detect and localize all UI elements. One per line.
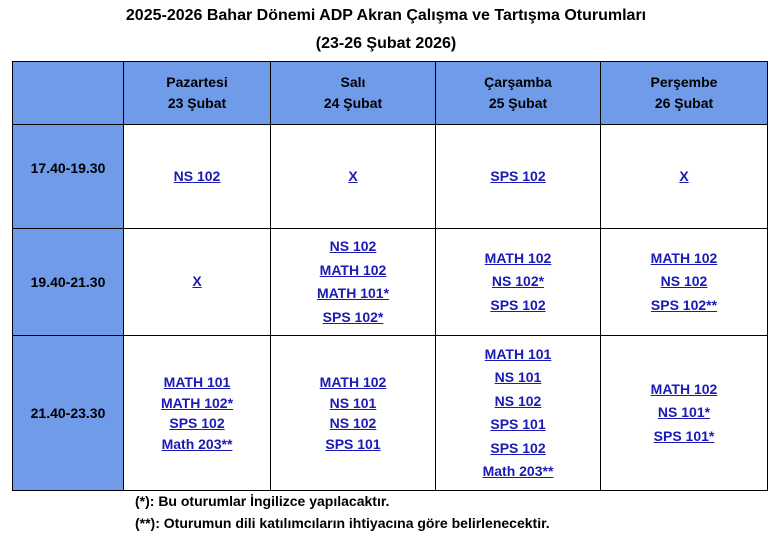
page-title: 2025-2026 Bahar Dönemi ADP Akran Çalışma ve Tartışma Oturumları	[125, 7, 647, 24]
header-day-monday	[124, 62, 271, 125]
timeslot-label	[13, 229, 124, 336]
session-cell	[601, 229, 768, 336]
course-link[interactable]: SPS 102	[169, 415, 225, 431]
course-link[interactable]: NS 101	[329, 394, 377, 411]
timeslot-text: 19.40-21.30	[30, 274, 106, 290]
course-link[interactable]: SPS 102*	[322, 308, 384, 325]
course-link[interactable]: SPS 101	[325, 435, 381, 452]
session-cell	[124, 125, 271, 229]
page-subtitle-dates: (23-26 Şubat 2026)	[315, 35, 457, 52]
day-name: Çarşamba	[484, 74, 552, 90]
day-name: Salı	[340, 74, 366, 90]
course-link[interactable]: NS 102	[329, 238, 377, 254]
course-link[interactable]: NS 102*	[491, 273, 545, 290]
course-link[interactable]: Math 203**	[161, 435, 233, 452]
timeslot-row	[13, 336, 768, 491]
footnote-language: (**): Oturumun dili katılımcıların ihtiyacına göre belirlenecektir.	[135, 515, 550, 531]
session-cell	[124, 229, 271, 336]
footnote-english: (*): Bu oturumlar İngilizce yapılacaktır.	[135, 493, 390, 509]
schedule-table	[12, 61, 768, 491]
course-link[interactable]: Math 203**	[482, 463, 554, 479]
day-name: Perşembe	[650, 74, 718, 90]
course-link[interactable]: NS 102	[494, 392, 542, 409]
session-cell	[436, 125, 601, 229]
course-link[interactable]: MATH 102	[319, 261, 387, 278]
session-cell	[124, 336, 271, 491]
timeslot-label	[13, 336, 124, 491]
course-link[interactable]: MATH 101*	[316, 285, 390, 301]
course-link[interactable]: SPS 102	[490, 439, 546, 456]
header-day-tuesday	[271, 62, 436, 125]
course-link[interactable]: NS 101*	[657, 404, 711, 421]
header-day-wednesday	[436, 62, 601, 125]
day-date: 24 Şubat	[323, 95, 383, 111]
course-link[interactable]: X	[192, 273, 202, 290]
course-link[interactable]: MATH 102	[650, 380, 718, 397]
course-link[interactable]: MATH 102*	[160, 394, 234, 411]
session-cell	[271, 125, 436, 229]
course-link[interactable]: NS 102	[329, 415, 377, 431]
course-link[interactable]: MATH 101	[163, 374, 231, 390]
course-link[interactable]: SPS 101*	[653, 427, 715, 444]
session-cell	[271, 336, 436, 491]
course-link[interactable]: SPS 101	[490, 416, 546, 432]
course-link[interactable]: X	[679, 167, 689, 184]
header-row	[13, 62, 768, 125]
course-link[interactable]: MATH 102	[484, 249, 552, 266]
timeslot-text: 17.40-19.30	[30, 159, 106, 176]
course-link[interactable]: NS 102	[173, 167, 221, 184]
session-cell	[601, 125, 768, 229]
timeslot-row	[13, 229, 768, 336]
course-link[interactable]: MATH 102	[650, 249, 718, 266]
day-date: 26 Şubat	[654, 95, 714, 111]
session-cell	[436, 229, 601, 336]
session-cell	[271, 229, 436, 336]
course-link[interactable]: NS 102	[660, 273, 708, 290]
course-link[interactable]: SPS 102	[490, 296, 546, 313]
timeslot-text: 21.40-23.30	[30, 405, 106, 421]
course-link[interactable]: MATH 101	[484, 345, 552, 362]
day-name: Pazartesi	[166, 74, 228, 90]
session-cell	[601, 336, 768, 491]
course-link[interactable]: NS 101	[494, 369, 542, 385]
course-link[interactable]: MATH 102	[319, 374, 387, 390]
timeslot-label	[13, 125, 124, 229]
day-date: 23 Şubat	[167, 95, 227, 111]
timeslot-row	[13, 125, 768, 229]
course-link[interactable]: X	[348, 167, 358, 184]
session-cell	[436, 336, 601, 491]
course-link[interactable]: SPS 102**	[650, 296, 718, 313]
day-date: 25 Şubat	[488, 95, 548, 111]
course-link[interactable]: SPS 102	[490, 167, 546, 184]
header-corner-cell	[13, 62, 124, 125]
header-day-thursday	[601, 62, 768, 125]
